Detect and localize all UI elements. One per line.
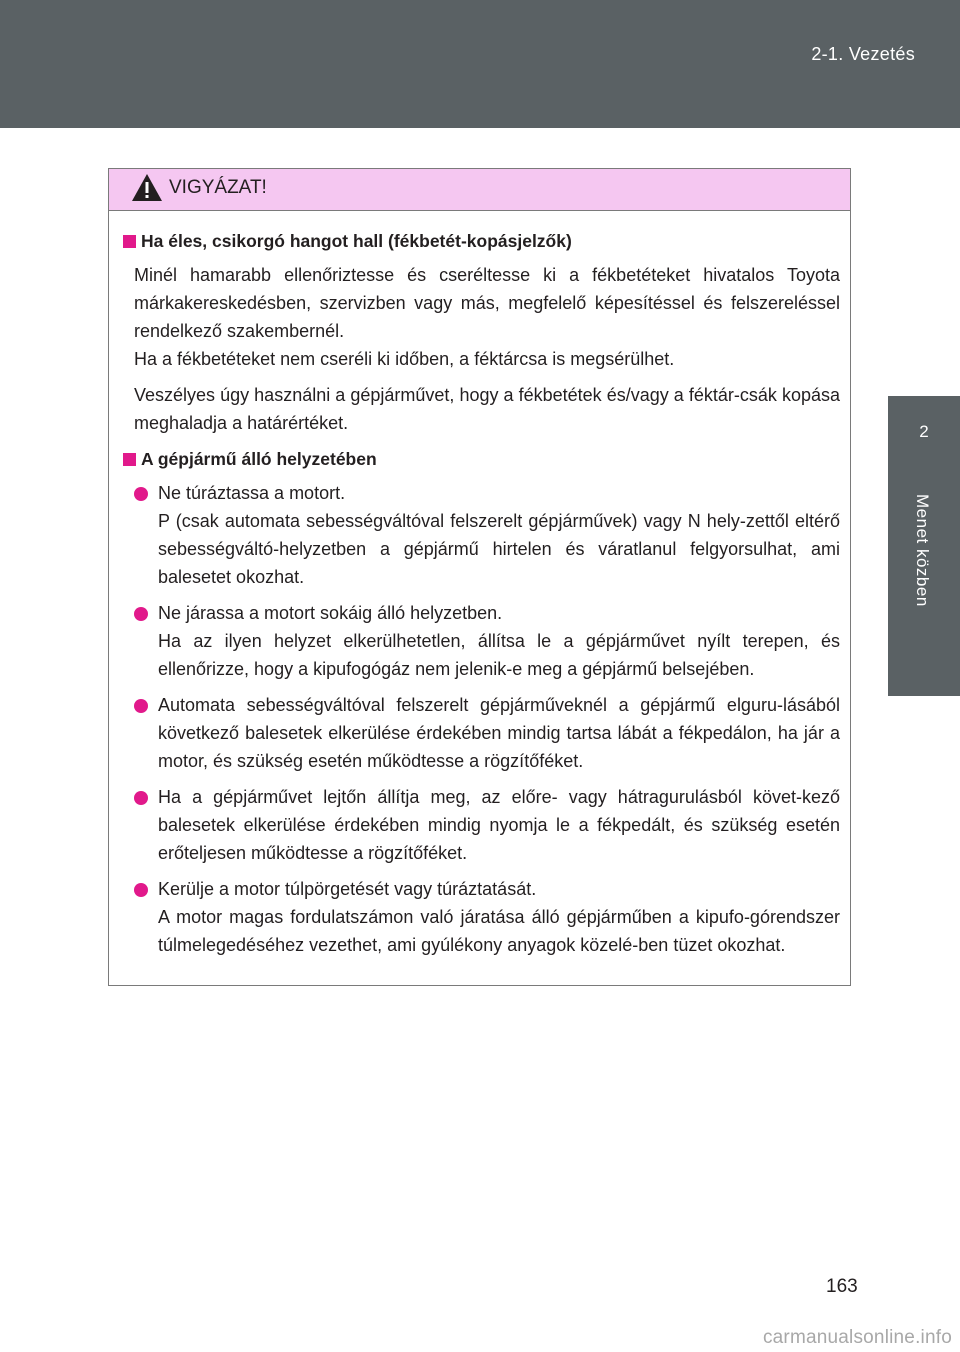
- warning-body: [109, 211, 850, 959]
- warning-header: [109, 169, 850, 211]
- list-item: [123, 783, 840, 867]
- paragraph-text: Ha a fékbetéteket nem cseréli ki időben, a féktárcsa is megsérülhet.: [134, 349, 675, 369]
- warning-triangle-icon: [130, 172, 164, 204]
- paragraph: [123, 261, 840, 373]
- circle-bullet-icon: [134, 883, 148, 897]
- bullet-text: Ne járassa a motort sokáig álló helyzetben.: [158, 603, 503, 623]
- paragraph-text: Minél hamarabb ellenőriztesse és cseréltesse ki a fékbetéteket hivatalos Toyota márkakereskedésben, szervizben vagy más, megfelelő képesítéssel és felszereléssel rendelkező szakembernél.: [134, 265, 840, 341]
- paragraph: [123, 381, 840, 437]
- bullet-text: Kerülje a motor túlpörgetését vagy túráztatását.: [158, 879, 537, 899]
- list-item: [123, 599, 840, 683]
- list-item: [123, 875, 840, 959]
- watermark: carmanualsonline.info: [762, 1327, 952, 1348]
- circle-bullet-icon: [134, 607, 148, 621]
- section-title: [123, 445, 840, 473]
- list-item: [123, 691, 840, 775]
- list-item: [123, 479, 840, 591]
- side-tab-number: 2: [919, 422, 929, 441]
- chapter-title: 2-1. Vezetés: [811, 44, 915, 64]
- bullet-text: Ne túráztassa a motort.: [158, 483, 346, 503]
- circle-bullet-icon: [134, 487, 148, 501]
- section-title-text: Ha éles, csikorgó hangot hall (fékbetét-kopásjelzők): [141, 231, 572, 251]
- square-bullet-icon: [123, 453, 136, 466]
- paragraph-text: Veszélyes úgy használni a gépjárművet, hogy a fékbetétek és/vagy a féktár-csák kopása meghaladja a határértéket.: [134, 385, 840, 433]
- side-chapter-tab: [888, 396, 960, 696]
- circle-bullet-icon: [134, 791, 148, 805]
- section-title-text: A gépjármű álló helyzetében: [141, 449, 377, 469]
- bullet-text: A motor magas fordulatszámon való járatása álló gépjárműben a kipufo-górendszer túlmelegedéséhez vezethet, ami gyúlékony anyagok közelé-ben tüzet okozhat.: [158, 907, 840, 955]
- square-bullet-icon: [123, 235, 136, 248]
- bullet-text: Ha az ilyen helyzet elkerülhetetlen, állítsa le a gépjárművet nyílt terepen, és ellenőrizze, hogy a kipufogógáz nem jelenik-e meg a gépjármű belsejében.: [158, 631, 840, 679]
- side-tab-label: Menet közben: [913, 494, 932, 607]
- bullet-text: Ha a gépjárművet lejtőn állítja meg, az előre- vagy hátragurulásból követ-kező balesetek elkerülése érdekében mindig nyomja le a fékpedált, és szükség esetén erőteljesen működtesse a rögzítőféket.: [158, 787, 840, 863]
- page-number: 163: [826, 1276, 858, 1297]
- section-title: [123, 227, 840, 255]
- page-header: [0, 0, 960, 128]
- warning-title: VIGYÁZAT!: [169, 177, 267, 198]
- bullet-text: P (csak automata sebességváltóval felszerelt gépjárművek) vagy N hely-zettől eltérő sebességváltó-helyzetben a gépjármű hirtelen és váratlanul felgyorsulhat, ami balesetet okozhat.: [158, 511, 840, 587]
- circle-bullet-icon: [134, 699, 148, 713]
- warning-box: [108, 168, 851, 986]
- bullet-text: Automata sebességváltóval felszerelt gépjárműveknél a gépjármű elguru-lásából következő balesetek elkerülése érdekében mindig tartsa lábát a fékpedálon, ha jár a motor, és szükség esetén működtesse a rögzítőféket.: [158, 695, 840, 771]
